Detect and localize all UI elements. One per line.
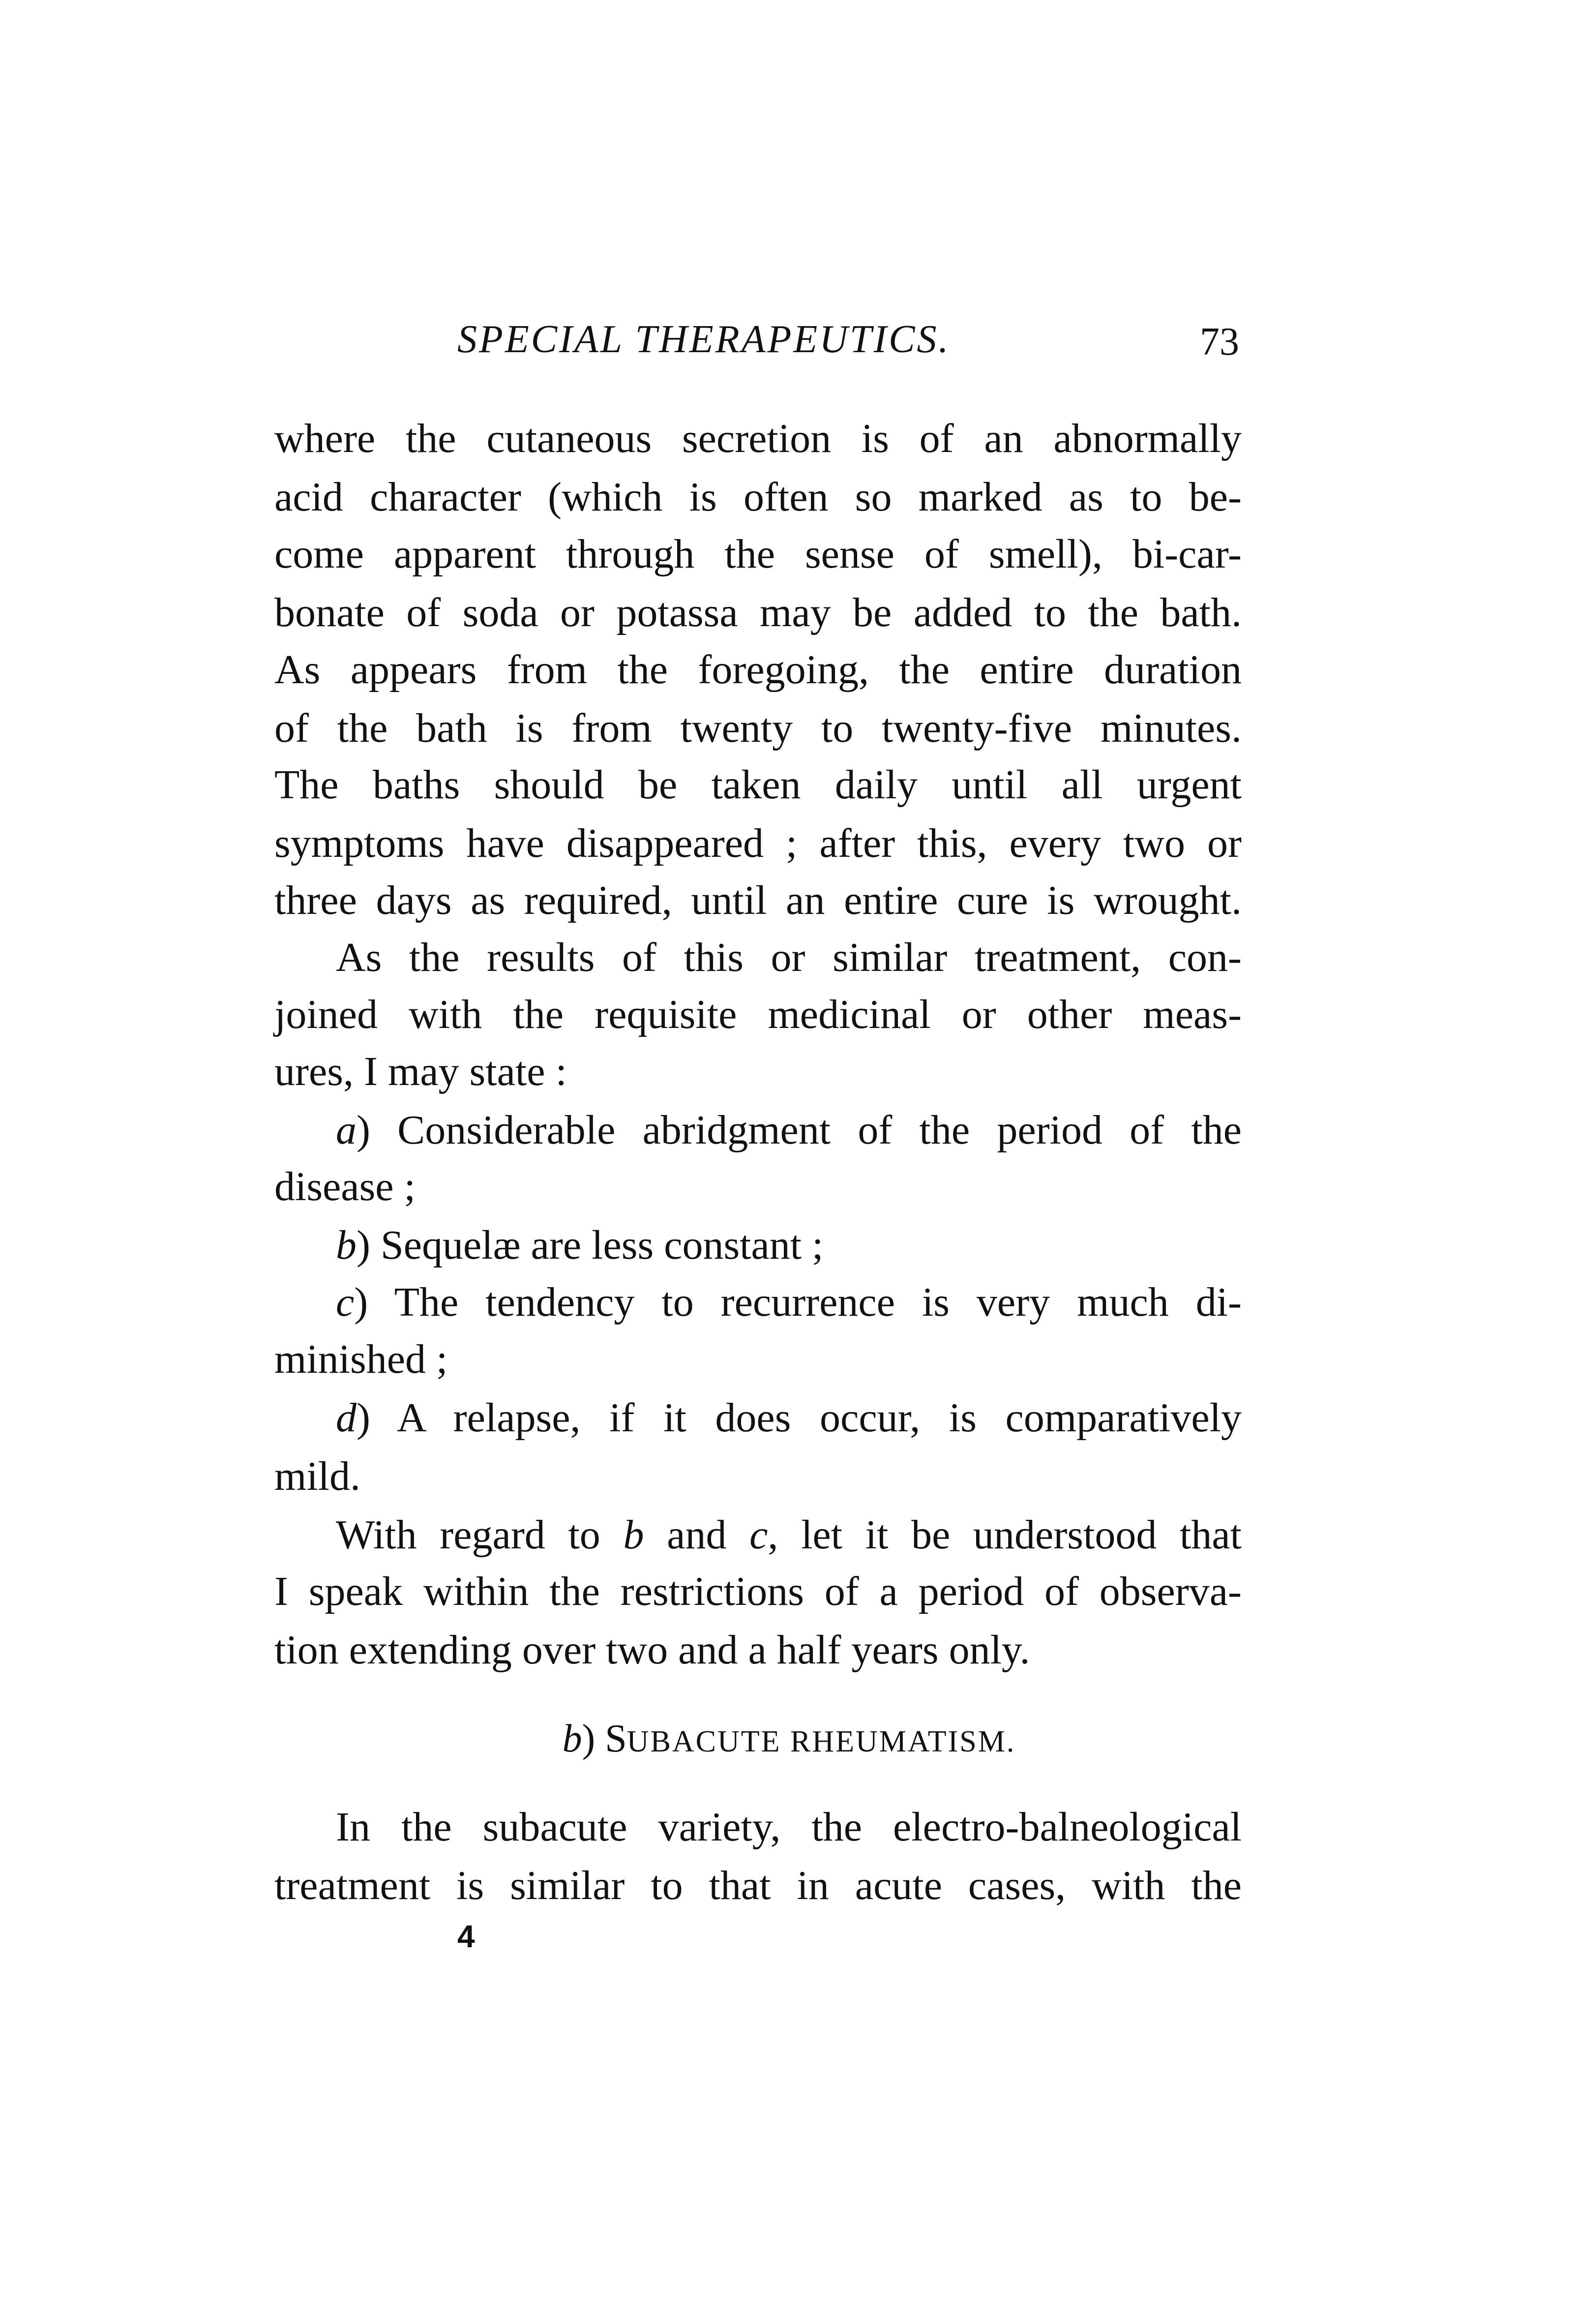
italic-letter: a [336,1107,357,1153]
italic-letter: b [623,1512,644,1558]
text-segment: As appears from the foregoing, the entire duration [274,647,1242,693]
text-segment: ) Considerable abridgment of the period of the [357,1107,1242,1153]
text-segment: ) The tendency to recurrence is very much di- [354,1279,1242,1325]
text-line [274,699,1242,757]
text-line [274,1330,1242,1388]
italic-letter: d [336,1395,357,1441]
heading-paren: ) [582,1717,605,1760]
text-line [274,410,1242,467]
text-line [336,1101,1242,1159]
text-segment: joined with the requisite medicinal or other meas- [274,992,1242,1037]
text-line [336,1389,1242,1447]
text-line [274,1043,1242,1100]
text-segment: The baths should be taken daily until all urgent [274,762,1242,808]
text-line [274,525,1242,583]
text-line [336,1273,1242,1331]
text-segment: ) A relapse, if it does occur, is comparatively [357,1395,1242,1441]
text-line [274,815,1242,872]
text-segment: ures, I may state : [274,1049,567,1094]
text-line [274,1158,1242,1215]
italic-letter: c [749,1512,768,1558]
text-segment: minished ; [274,1336,448,1382]
text-segment: disease ; [274,1164,416,1209]
text-line [274,1621,1242,1679]
text-segment: of the bath is from twenty to twenty-five minutes. [274,705,1242,751]
text-line [274,1563,1242,1620]
text-segment: bonate of soda or potassa may be added to the bath. [274,590,1242,635]
text-line [336,1506,1242,1564]
text-segment: come apparent through the sense of smell), bi-car- [274,531,1242,577]
text-segment: and [644,1512,750,1558]
text-line [274,756,1242,814]
heading-marker: b [562,1717,582,1760]
text-segment: acid character (which is often so marked as to be- [274,474,1242,520]
text-segment: mild. [274,1453,361,1499]
page-number: 73 [1200,320,1239,363]
text-segment: , let it be understood that [768,1512,1242,1558]
text-segment: With regard to [336,1512,624,1558]
text-line [336,1798,1242,1856]
text-line [274,986,1242,1043]
running-header: SPECIAL THERAPEUTICS. [457,318,951,361]
text-line [274,584,1242,641]
text-segment: symptoms have disappeared ; after this, every two or [274,820,1242,866]
text-segment: treatment is similar to that in acute cases, with the [274,1863,1242,1908]
text-segment: I speak within the restrictions of a period of observa- [274,1569,1242,1614]
heading-initial: S [605,1717,627,1760]
text-segment: As the results of this or similar treatment, con- [336,935,1242,980]
text-line [274,872,1242,929]
text-line [274,1448,1242,1505]
heading-text: UBACUTE RHEUMATISM. [626,1725,1016,1758]
text-line [336,1216,1242,1274]
text-segment: ) Sequelæ are less constant ; [357,1222,824,1268]
text-line [274,468,1242,526]
signature-mark: 4 [457,1919,475,1954]
text-segment: tion extending over two and a half years only. [274,1627,1030,1673]
text-line [336,929,1242,986]
italic-letter: b [336,1222,357,1268]
text-segment: three days as required, until an entire cure is wrought. [274,877,1242,923]
text-segment: where the cutaneous secretion is of an abnormally [274,416,1242,461]
section-heading [0,1717,1578,1761]
italic-letter: c [336,1279,355,1325]
text-line [274,641,1242,698]
text-line [274,1857,1242,1914]
text-segment: In the subacute variety, the electro-balneological [336,1804,1242,1850]
